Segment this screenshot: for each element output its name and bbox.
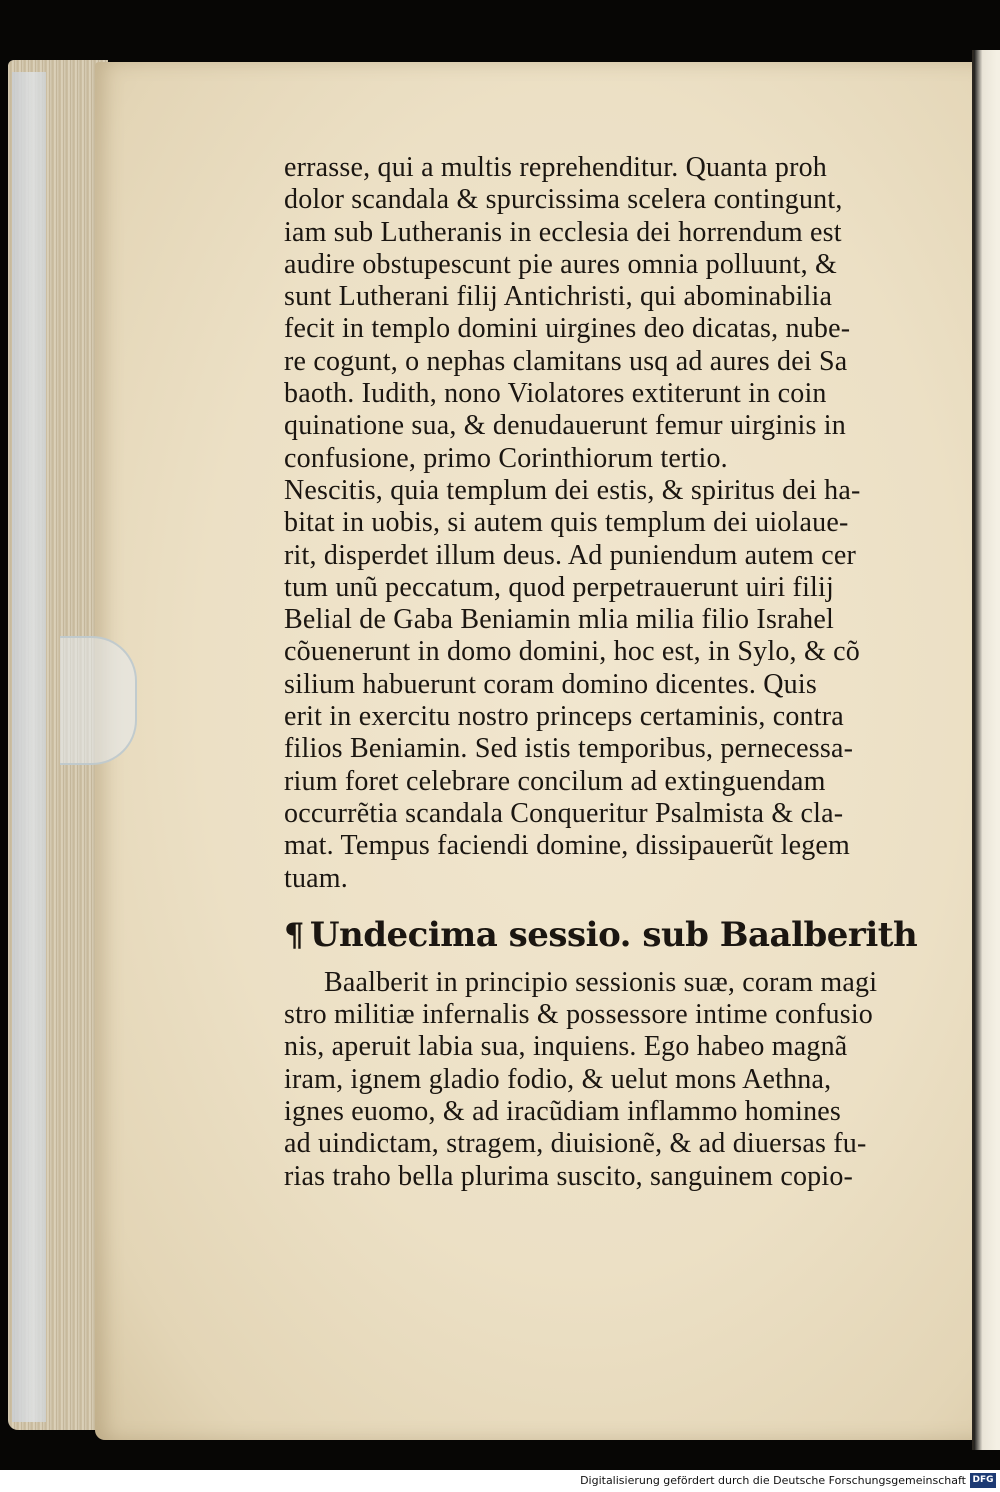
footer-bar xyxy=(0,1470,1000,1492)
text-line: baoth. Iudith, nono Violatores extiterunt in coin xyxy=(284,378,827,410)
binding-strip xyxy=(12,72,46,1422)
text-line: confusione, primo Corinthiorum tertio. xyxy=(284,442,728,474)
text-line: bitat in uobis, si autem quis templum dei uiolaue- xyxy=(284,507,849,539)
text-line: erit in exercitu nostro princeps certaminis, contra xyxy=(284,701,844,733)
section-heading xyxy=(284,909,924,967)
text-line: fecit in templo domini uirgines deo dicatas, nube- xyxy=(284,313,851,345)
dfg-logo: DFG xyxy=(970,1473,996,1488)
facing-page-edge xyxy=(972,50,1000,1450)
text-line: ignes euomo, & ad iracũdiam inflammo homines xyxy=(284,1096,842,1128)
text-line: re cogunt, o nephas clamitans usq ad aures dei Sa xyxy=(284,345,848,377)
text-line: dolor scandala & spurcissima scelera contingunt, xyxy=(284,184,843,216)
text-line: tum unũ peccatum, quod perpetrauerunt uiri filij xyxy=(284,571,834,603)
text-line: occurrẽtia scandala Conqueritur Psalmista & cla- xyxy=(284,797,844,829)
text-line: rias traho bella plurima suscito, sanguinem copio- xyxy=(284,1160,854,1192)
text-line: silium habuerunt coram domino dicentes. Quis xyxy=(284,668,817,700)
text-line: quinatione sua, & denudauerunt femur uirginis in xyxy=(284,410,846,442)
text-line: cõuenerunt in domo domini, hoc est, in Sylo, & cõ xyxy=(284,636,860,668)
text-line: Nescitis, quia templum dei estis, & spiritus dei ha- xyxy=(284,474,861,506)
text-line: filios Beniamin. Sed istis temporibus, pernecessa- xyxy=(284,733,854,765)
text-line: iam sub Lutheranis in ecclesia dei horrendum est xyxy=(284,216,842,248)
text-line: mat. Tempus faciendi domine, dissipauerũt legem xyxy=(284,830,851,862)
text-line: Belial de Gaba Beniamin mlia milia filio Israhel xyxy=(284,604,834,636)
funding-credit: Digitalisierung gefördert durch die Deutsche Forschungsgemeinschaft xyxy=(580,1474,966,1487)
text-line: nis, aperuit labia sua, inquiens. Ego habeo magnã xyxy=(284,1031,848,1063)
text-line: iram, ignem gladio fodio, & uelut mons Aethna, xyxy=(284,1063,832,1095)
text-line: stro militiæ infernalis & possessore intime confusio xyxy=(284,999,874,1031)
text-line: rit, disperdet illum deus. Ad puniendum autem cer xyxy=(284,539,857,571)
text-line: audire obstupescunt pie aures omnia polluunt, & xyxy=(284,248,837,280)
text-line: ad uindictam, stragem, diuisionẽ, & ad diuersas fu- xyxy=(284,1128,867,1160)
text-line: errasse, qui a multis reprehenditur. Quanta proh xyxy=(284,152,827,183)
text-line: Baalberit in principio sessionis suæ, coram magi xyxy=(324,966,878,998)
text-line: tuam. xyxy=(284,862,348,894)
body-text-part1 xyxy=(284,152,924,1193)
pilcrow-mark: ¶ xyxy=(284,915,304,954)
text-line: sunt Lutherani filij Antichristi, qui abominabilia xyxy=(284,281,833,313)
section-heading-text: Undecima sessio. sub Baalberith xyxy=(309,914,918,955)
book-clip xyxy=(60,636,137,765)
text-line: rium foret celebrare concilum ad extinguendam xyxy=(284,765,826,797)
